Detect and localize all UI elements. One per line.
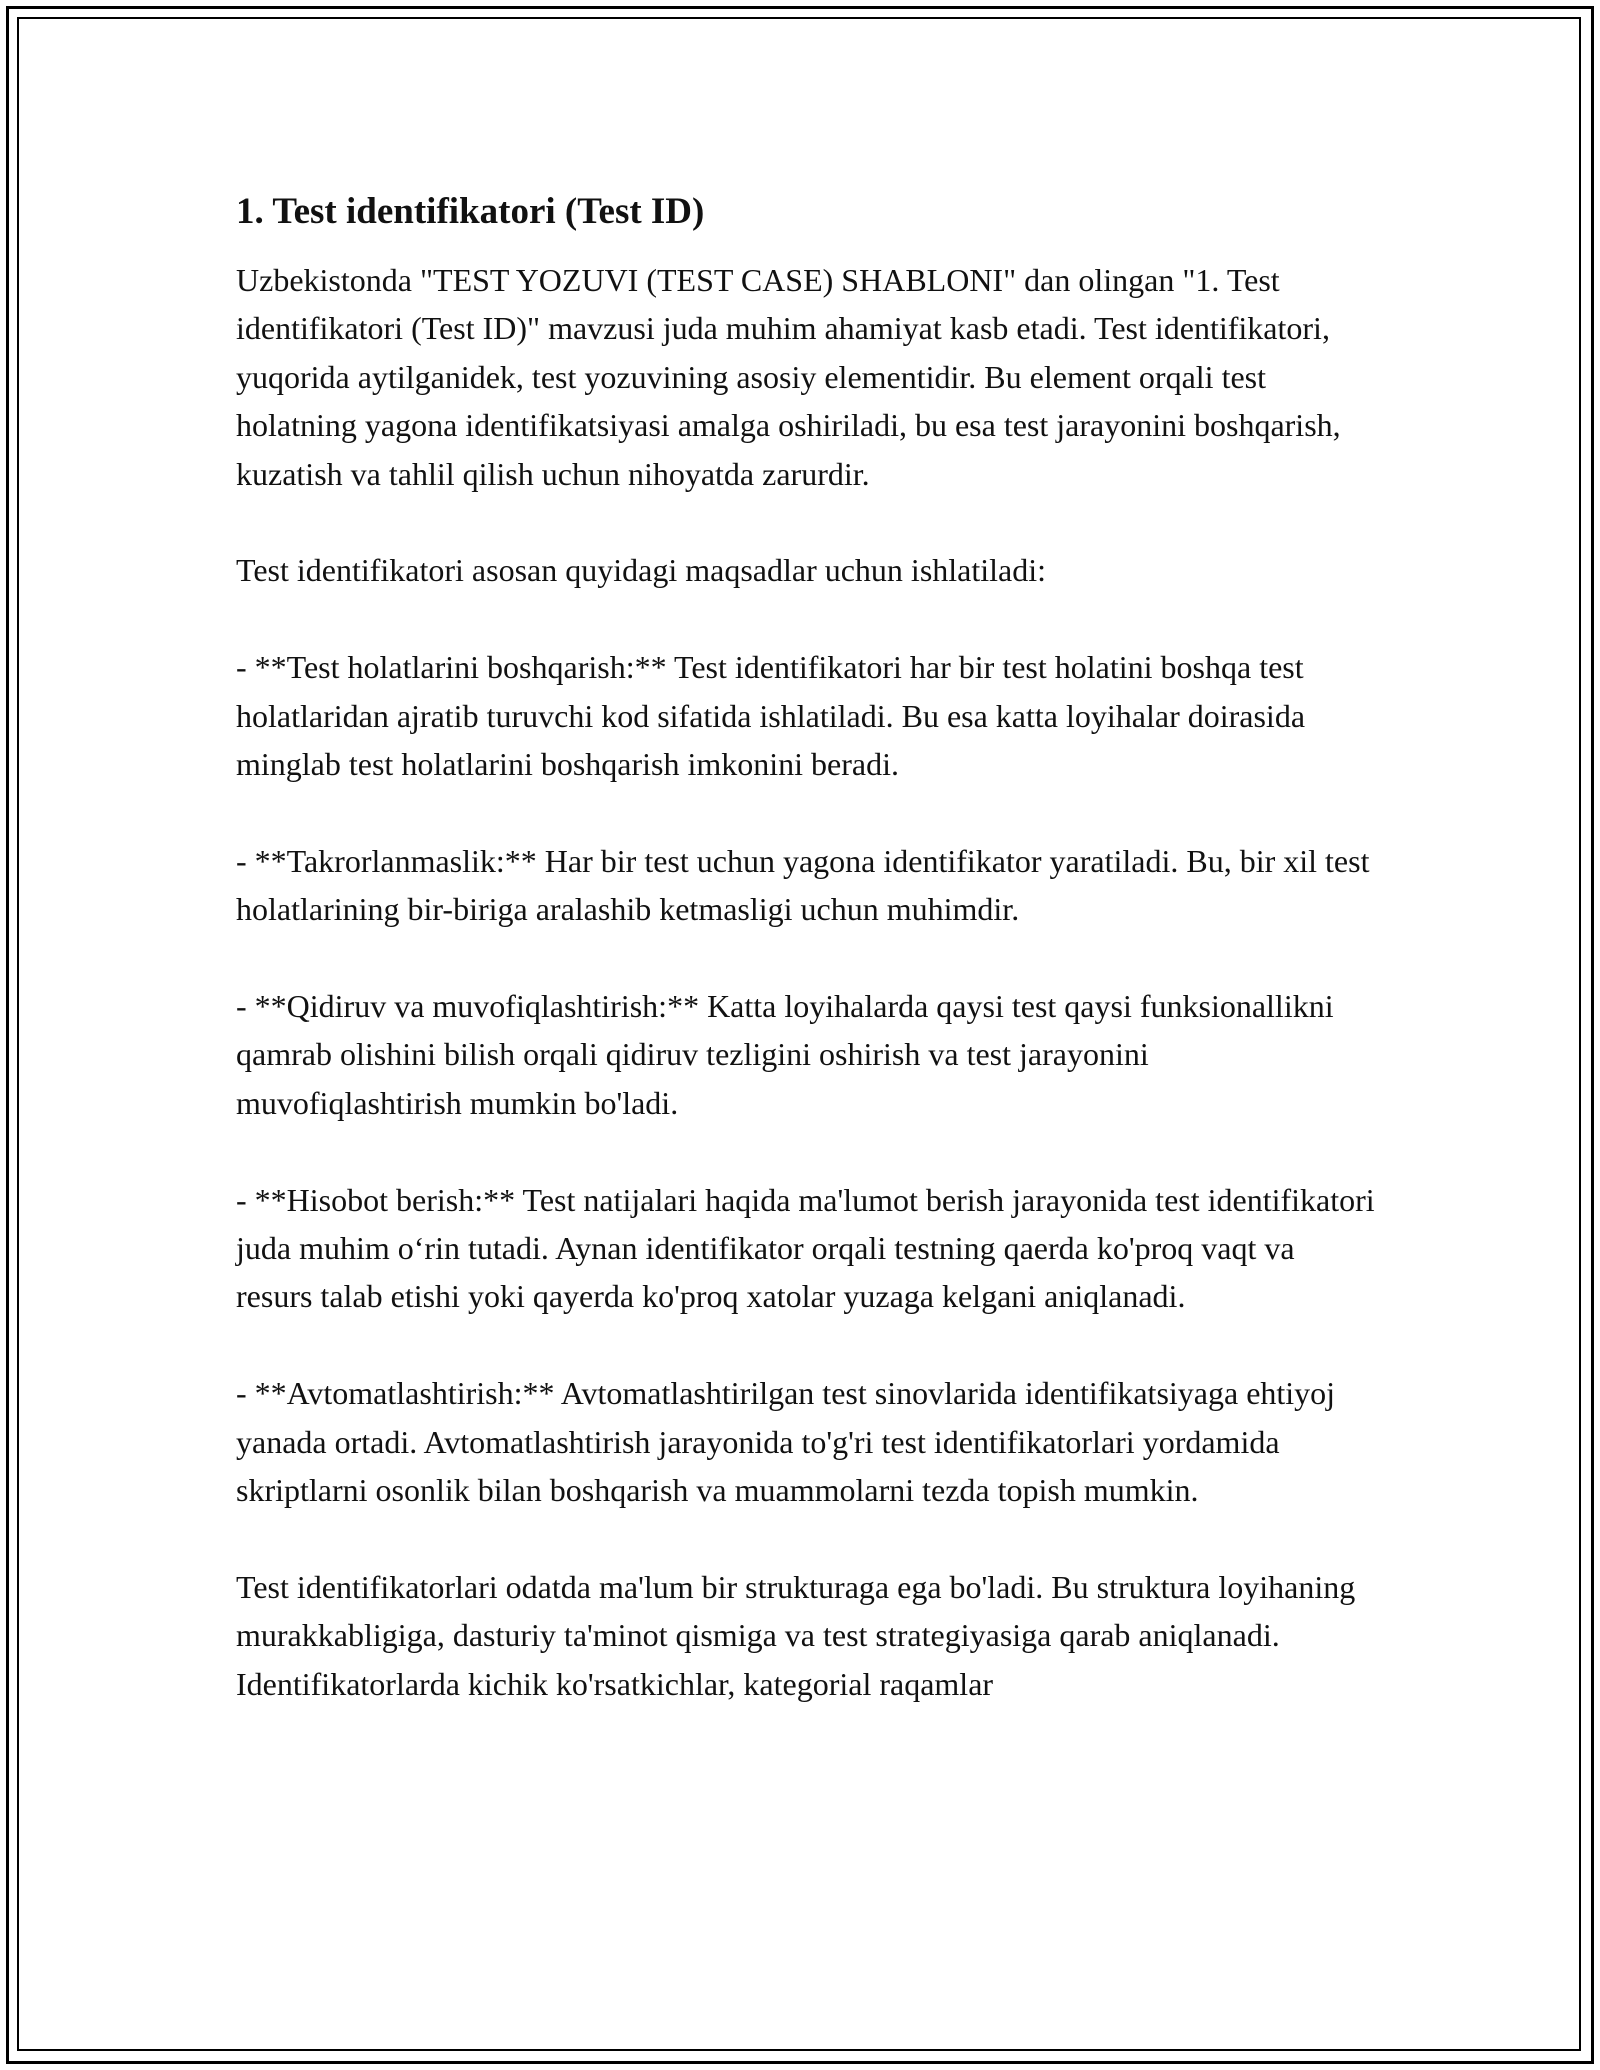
list-item-reporting: - **Hisobot berish:** Test natijalari haqida ma'lumot berish jarayonida test identifikatori juda muhim o‘rin tutadi. Aynan identifikator orqali testning qaerda ko'proq vaqt va resurs talab etishi yoki qayerda ko'proq xatolar yuzaga kelgani aniqlanadi. [236, 1181, 1375, 1315]
list-item-search-coordination: - **Qidiruv va muvofiqlashtirish:** Katta loyihalarda qaysi test qaysi funksionallikni qamrab olishini bilish orqali qidiruv tezligini oshirish va test jarayonini muvofiqlashtirish mumkin bo'ladi. [236, 988, 1334, 1121]
structure-paragraph: Test identifikatorlari odatda ma'lum bir strukturaga ega bo'ladi. Bu struktura loyihaning murakkabligiga, dasturiy ta'minot qismiga va test strategiyasiga qarab aniqlanadi. Identifikatorlarda kichik ko'rsatkichlar, kategorial raqamlar [236, 1568, 1356, 1702]
document-body [236, 188, 1376, 1756]
section-heading: 1. Test identifikatori (Test ID) [236, 191, 705, 232]
list-item-automation: - **Avtomatlashtirish:** Avtomatlashtirilgan test sinovlarida identifikatsiyaga ehtiyoj yanada ortadi. Avtomatlashtirish jarayonida to'g'ri test identifikatorlari yordamida skriptlarni osonlik bilan boshqarish va muammolarni tezda topish mumkin. [236, 1375, 1336, 1509]
list-item-test-management: - **Test holatlarini boshqarish:** Test identifikatori har bir test holatini boshqa test holatlaridan ajratib turuvchi kod sifatida ishlatiladi. Bu esa katta loyihalar doirasida minglab test holatlarini boshqarish imkonini beradi. [236, 649, 1306, 783]
intro-paragraph: Uzbekistonda "TEST YOZUVI (TEST CASE) SHABLONI" dan olingan "1. Test identifikatori (Test ID)" mavzusi juda muhim ahamiyat kasb etadi. Test identifikatori, yuqorida aytilganidek, test yozuvining asosiy elementidir. Bu element orqali test holatning yagona identifikatsiyasi amalga oshiriladi, bu esa test jarayonini boshqarish, kuzatish va tahlil qilish uchun nihoyatda zarurdir. [236, 262, 1341, 492]
purposes-lead-paragraph: Test identifikatori asosan quyidagi maqsadlar uchun ishlatiladi: [236, 552, 1047, 589]
list-item-uniqueness: - **Takrorlanmaslik:** Har bir test uchun yagona identifikator yaratiladi. Bu, bir xil test holatlarining bir-biriga aralashib ketmasligi uchun muhimdir. [236, 842, 1370, 928]
